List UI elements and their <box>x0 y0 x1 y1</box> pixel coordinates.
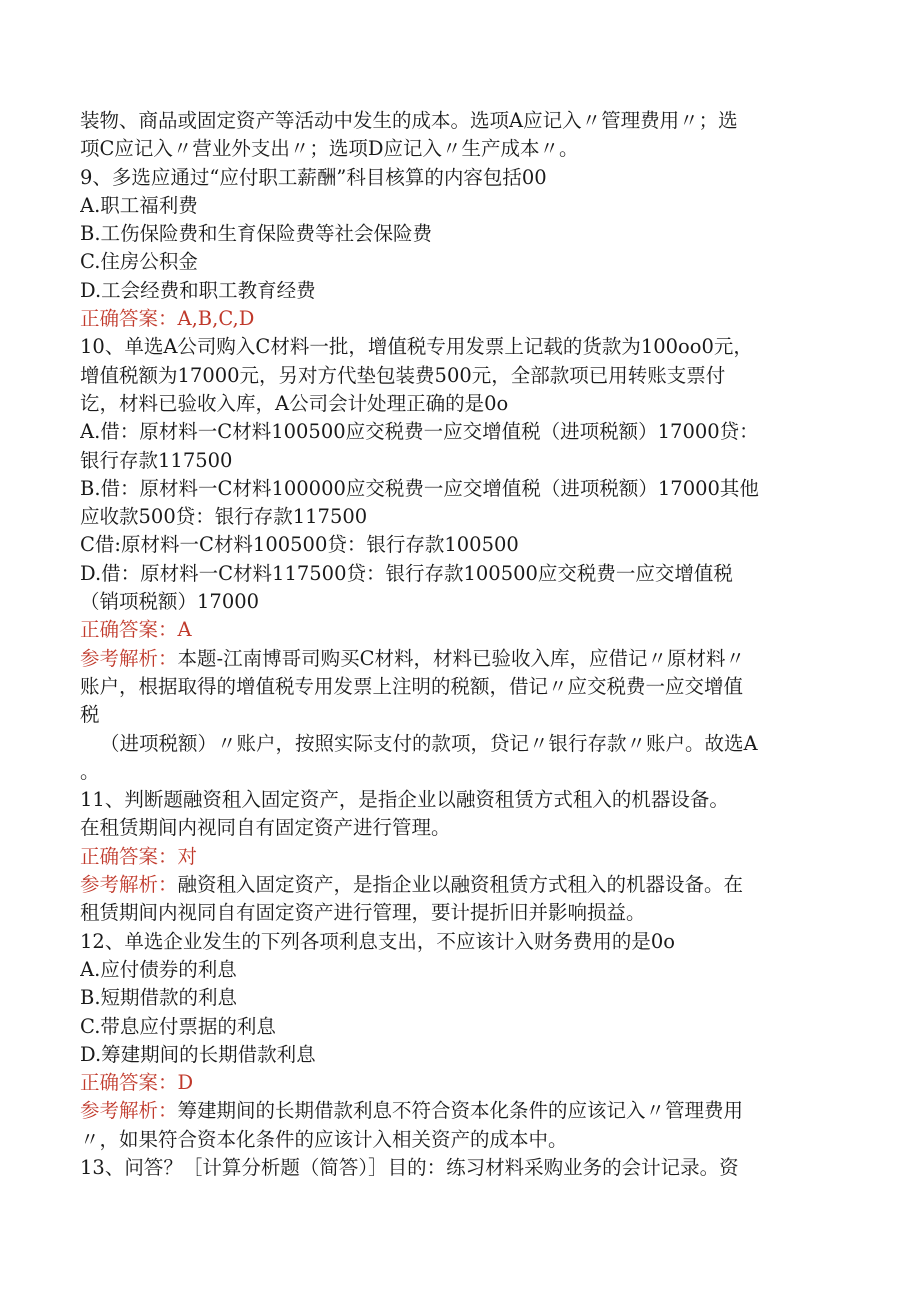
option-line: B.工伤保险费和生育保险费等社会保险费 <box>80 222 433 246</box>
option-line: A.借：原材料一C材料100500应交税费一应交增值税（进项税额）17000贷： <box>80 420 759 444</box>
option-line: B.短期借款的利息 <box>80 986 238 1010</box>
correct-answer-label: 正确答案： <box>80 844 178 868</box>
option-line: 应收款500贷：银行存款117500 <box>80 505 368 529</box>
correct-answer-value: D <box>177 1071 194 1095</box>
option-line: 银行存款117500 <box>80 448 233 472</box>
correct-answer-value: A,B,C,D <box>177 307 255 331</box>
question-11-title: 11、判断题融资租入固定资产，是指企业以融资租赁方式租入的机器设备。 <box>80 788 729 812</box>
option-line: （销项税额）17000 <box>80 590 260 614</box>
analysis-text: 筹建期间的长期借款利息不符合资本化条件的应该记入〃管理费用 <box>177 1099 744 1123</box>
text-line: 项C应记入〃营业外支出〃；选项D应记入〃生产成本〃。 <box>80 137 579 161</box>
question-10-title: 10、单选A公司购入C材料一批，增值税专用发票上记载的货款为100oo0元， <box>80 335 753 359</box>
correct-answer-label: 正确答案： <box>80 307 178 331</box>
analysis <box>80 645 840 673</box>
correct-answer-value: 对 <box>177 844 198 868</box>
text-line: 装物、商品或固定资产等活动中发生的成本。选项A应记入〃管理费用〃；选 <box>80 109 738 132</box>
text-line: 〃，如果符合资本化条件的应该计入相关资产的成本中。 <box>80 1127 568 1151</box>
text-line: 增值税额为17000元，另对方代垫包装费500元，全部款项已用转账支票付 <box>80 363 726 387</box>
question-13-title: 13、问答？［计算分析题（简答）］目的：练习材料采购业务的会计记录。资 <box>80 1155 739 1179</box>
question-9-title: 9、多选应通过“应付职工薪酬”科目核算的内容包括00 <box>80 165 547 189</box>
text-line: 。 <box>80 759 100 783</box>
analysis-text: 本题-江南博哥司购买C材料，材料已验收入库，应借记〃原材料〃 <box>177 646 746 670</box>
correct-answer-label: 正确答案： <box>80 618 178 642</box>
question-12-title: 12、单选企业发生的下列各项利息支出，不应该计入财务费用的是0o <box>80 929 675 953</box>
text-line: 讫，材料已验收入库，A公司会计处理正确的是0o <box>80 391 509 415</box>
text-line: 税 <box>80 703 100 727</box>
analysis-label: 参考解析： <box>80 646 178 670</box>
text-line: 租赁期间内视同自有固定资产进行管理，要计提折旧并影响损益。 <box>80 901 646 925</box>
text-line: 在租赁期间内视同自有固定资产进行管理。 <box>80 816 451 840</box>
option-line: C.住房公积金 <box>80 250 198 274</box>
correct-answer <box>80 305 840 333</box>
analysis <box>80 1097 840 1125</box>
analysis <box>80 871 840 899</box>
correct-answer-value: A <box>177 618 192 642</box>
document-page <box>80 107 840 1182</box>
option-line: A.职工福利费 <box>80 193 198 217</box>
option-line: B.借：原材料一C材料100000应交税费一应交增值税（进项税额）17000其他 <box>80 476 759 500</box>
option-line: D.工会经费和职工教育经费 <box>80 278 316 302</box>
correct-answer-label: 正确答案： <box>80 1071 178 1095</box>
correct-answer <box>80 843 840 871</box>
option-line: D.筹建期间的长期借款利息 <box>80 1042 316 1066</box>
text-line: 账户，根据取得的增值税专用发票上注明的税额，借记〃应交税费一应交增值 <box>80 674 744 698</box>
option-line: C.带息应付票据的利息 <box>80 1014 276 1038</box>
option-line: D.借：原材料一C材料117500贷：银行存款100500应交税费一应交增值税 <box>80 561 733 585</box>
analysis-text: 融资租入固定资产，是指企业以融资租赁方式租入的机器设备。在 <box>177 873 744 897</box>
option-line: A.应付债券的利息 <box>80 957 237 981</box>
analysis-label: 参考解析： <box>80 1099 178 1123</box>
correct-answer <box>80 616 840 644</box>
option-line: C借:原材料一C材料100500贷：银行存款100500 <box>80 533 519 557</box>
analysis-label: 参考解析： <box>80 873 178 897</box>
correct-answer <box>80 1069 840 1097</box>
text-line: （进项税额）〃账户，按照实际支付的款项，贷记〃银行存款〃账户。故选A <box>100 731 758 755</box>
